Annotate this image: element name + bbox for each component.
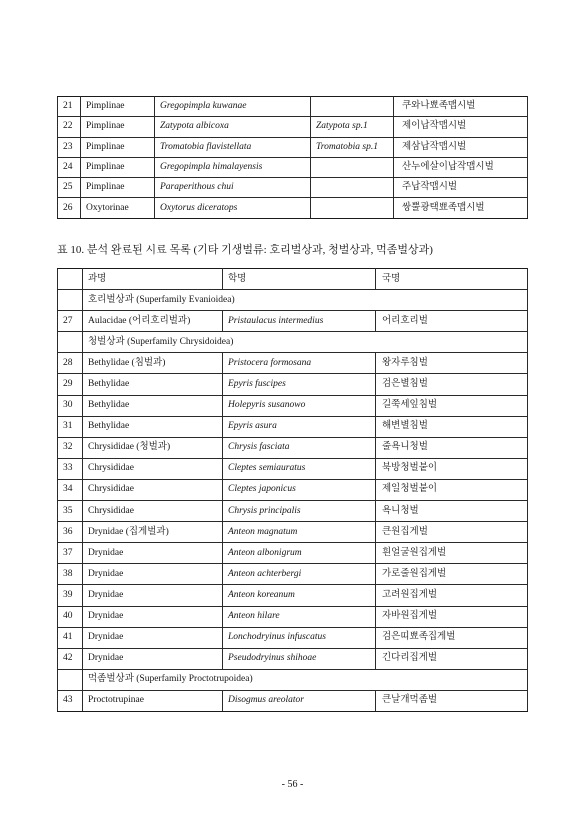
- reference-species-cell: [311, 198, 394, 218]
- number-cell: 35: [58, 501, 83, 522]
- table-row: [58, 690, 528, 711]
- korean-name-cell: 길쭉세잎침벌: [376, 395, 528, 416]
- family-cell: Chrysididae: [83, 501, 223, 522]
- species-cell: Anteon koreanum: [223, 585, 376, 606]
- korean-name-cell: 북방청벌붙이: [376, 458, 528, 479]
- species-cell: Gregopimpla kuwanae: [155, 97, 311, 117]
- table-row: [58, 501, 528, 522]
- korean-name-cell: 어리호리벌: [376, 311, 528, 332]
- species-cell: Cleptes semiauratus: [223, 458, 376, 479]
- sample-list-table-body: [58, 269, 528, 712]
- family-cell: Bethylidae: [83, 395, 223, 416]
- korean-name-cell: 제이납작맵시벌: [394, 117, 528, 137]
- family-cell: Aulacidae (어리호리벌과): [83, 311, 223, 332]
- species-cell: Pristaulacus intermedius: [223, 311, 376, 332]
- number-cell: 30: [58, 395, 83, 416]
- korean-name-cell: 큰날개먹좀벌: [376, 690, 528, 711]
- number-cell: 24: [58, 157, 81, 177]
- number-cell: 37: [58, 543, 83, 564]
- number-cell: 25: [58, 178, 81, 198]
- table-row: [58, 374, 528, 395]
- species-table-body: [58, 97, 528, 219]
- number-cell: [58, 290, 83, 311]
- header-family-cell: 과명: [83, 269, 223, 290]
- number-cell: 40: [58, 606, 83, 627]
- family-cell: Drynidae: [83, 564, 223, 585]
- header-number-cell: [58, 269, 83, 290]
- number-cell: 23: [58, 137, 81, 157]
- species-table-continued: [57, 96, 528, 219]
- subfamily-cell: Pimplinae: [81, 157, 155, 177]
- number-cell: 43: [58, 690, 83, 711]
- korean-name-cell: 큰원집게벌: [376, 522, 528, 543]
- species-cell: Anteon albonigrum: [223, 543, 376, 564]
- species-cell: Epyris asura: [223, 416, 376, 437]
- species-cell: Gregopimpla himalayensis: [155, 157, 311, 177]
- table-row: [58, 564, 528, 585]
- table-row: [58, 157, 528, 177]
- number-cell: [58, 669, 83, 690]
- reference-species-cell: Zatypota sp.1: [311, 117, 394, 137]
- reference-species-cell: [311, 97, 394, 117]
- number-cell: 28: [58, 353, 83, 374]
- number-cell: 26: [58, 198, 81, 218]
- family-cell: Drynidae: [83, 606, 223, 627]
- species-cell: Anteon magnatum: [223, 522, 376, 543]
- superfamily-section-row: [58, 290, 528, 311]
- superfamily-section-row: [58, 669, 528, 690]
- species-cell: Chrysis principalis: [223, 501, 376, 522]
- reference-species-cell: Tromatobia sp.1: [311, 137, 394, 157]
- table-row: [58, 353, 528, 374]
- superfamily-label: 청벌상과 (Superfamily Chrysidoidea): [83, 332, 528, 353]
- subfamily-cell: Pimplinae: [81, 137, 155, 157]
- species-cell: Anteon hilare: [223, 606, 376, 627]
- family-cell: Proctotrupinae: [83, 690, 223, 711]
- species-cell: Chrysis fasciata: [223, 437, 376, 458]
- korean-name-cell: 가로줄원집게벌: [376, 564, 528, 585]
- header-korean-name-cell: 국명: [376, 269, 528, 290]
- family-cell: Drynidae: [83, 543, 223, 564]
- table-header-row: [58, 269, 528, 290]
- subfamily-cell: Pimplinae: [81, 97, 155, 117]
- table-row: [58, 585, 528, 606]
- number-cell: 39: [58, 585, 83, 606]
- table-row: [58, 137, 528, 157]
- family-cell: Chrysididae: [83, 479, 223, 500]
- korean-name-cell: 자바원집게벌: [376, 606, 528, 627]
- species-cell: Tromatobia flavistellata: [155, 137, 311, 157]
- table-row: [58, 458, 528, 479]
- table-row: [58, 117, 528, 137]
- table-caption: 표 10. 분석 완료된 시료 목록 (기타 기생벌류: 호리벌상과, 청벌상과, 먹좀벌상과): [57, 244, 433, 256]
- species-cell: Lonchodryinus infuscatus: [223, 627, 376, 648]
- number-cell: 22: [58, 117, 81, 137]
- table-row: [58, 395, 528, 416]
- family-cell: Chrysididae: [83, 458, 223, 479]
- species-cell: Disogmus areolator: [223, 690, 376, 711]
- species-cell: Anteon achterbergi: [223, 564, 376, 585]
- korean-name-cell: 쌍뿔광택뾰족맵시벌: [394, 198, 528, 218]
- family-cell: Bethylidae: [83, 374, 223, 395]
- table-row: [58, 648, 528, 669]
- family-cell: Chrysididae (청벌과): [83, 437, 223, 458]
- superfamily-label: 호리벌상과 (Superfamily Evanioidea): [83, 290, 528, 311]
- subfamily-cell: Pimplinae: [81, 117, 155, 137]
- family-cell: Bethylidae (침벌과): [83, 353, 223, 374]
- korean-name-cell: 산누에살이납작맵시벌: [394, 157, 528, 177]
- sample-list-table: [57, 268, 528, 712]
- species-cell: Cleptes japonicus: [223, 479, 376, 500]
- korean-name-cell: 쿠와나뾰족맵시벌: [394, 97, 528, 117]
- korean-name-cell: 왕자루침벌: [376, 353, 528, 374]
- superfamily-section-row: [58, 332, 528, 353]
- species-cell: Holepyris susanowo: [223, 395, 376, 416]
- korean-name-cell: 줄욕니청벌: [376, 437, 528, 458]
- korean-name-cell: 해변별침벌: [376, 416, 528, 437]
- species-cell: Pseudodryinus shihoae: [223, 648, 376, 669]
- table-row: [58, 198, 528, 218]
- species-cell: Epyris fuscipes: [223, 374, 376, 395]
- number-cell: 41: [58, 627, 83, 648]
- species-cell: Paraperithous chui: [155, 178, 311, 198]
- korean-name-cell: 제일청벌붙이: [376, 479, 528, 500]
- number-cell: 31: [58, 416, 83, 437]
- subfamily-cell: Pimplinae: [81, 178, 155, 198]
- table-row: [58, 627, 528, 648]
- korean-name-cell: 긴다리집게벌: [376, 648, 528, 669]
- korean-name-cell: 흰얼굴원집게벌: [376, 543, 528, 564]
- korean-name-cell: 고려원집게벌: [376, 585, 528, 606]
- table-row: [58, 543, 528, 564]
- number-cell: 33: [58, 458, 83, 479]
- species-cell: Pristocera formosana: [223, 353, 376, 374]
- number-cell: 36: [58, 522, 83, 543]
- korean-name-cell: 욕니청벌: [376, 501, 528, 522]
- korean-name-cell: 검은띠뾰족집게벌: [376, 627, 528, 648]
- table-row: [58, 97, 528, 117]
- species-cell: Zatypota albicoxa: [155, 117, 311, 137]
- reference-species-cell: [311, 157, 394, 177]
- reference-species-cell: [311, 178, 394, 198]
- species-cell: Oxytorus diceratops: [155, 198, 311, 218]
- table-row: [58, 416, 528, 437]
- family-cell: Drynidae (집게벌과): [83, 522, 223, 543]
- table-row: [58, 522, 528, 543]
- korean-name-cell: 제삼납작맵시벌: [394, 137, 528, 157]
- header-species-cell: 학명: [223, 269, 376, 290]
- number-cell: 27: [58, 311, 83, 332]
- number-cell: 32: [58, 437, 83, 458]
- number-cell: [58, 332, 83, 353]
- number-cell: 34: [58, 479, 83, 500]
- table-row: [58, 437, 528, 458]
- family-cell: Drynidae: [83, 627, 223, 648]
- korean-name-cell: 검은별침벌: [376, 374, 528, 395]
- korean-name-cell: 주납작맵시벌: [394, 178, 528, 198]
- number-cell: 38: [58, 564, 83, 585]
- table-row: [58, 178, 528, 198]
- superfamily-label: 먹좀벌상과 (Superfamily Proctotrupoidea): [83, 669, 528, 690]
- number-cell: 29: [58, 374, 83, 395]
- family-cell: Bethylidae: [83, 416, 223, 437]
- subfamily-cell: Oxytorinae: [81, 198, 155, 218]
- number-cell: 42: [58, 648, 83, 669]
- family-cell: Drynidae: [83, 585, 223, 606]
- table-row: [58, 311, 528, 332]
- table-row: [58, 479, 528, 500]
- page-number: - 56 -: [281, 779, 304, 790]
- number-cell: 21: [58, 97, 81, 117]
- table-row: [58, 606, 528, 627]
- family-cell: Drynidae: [83, 648, 223, 669]
